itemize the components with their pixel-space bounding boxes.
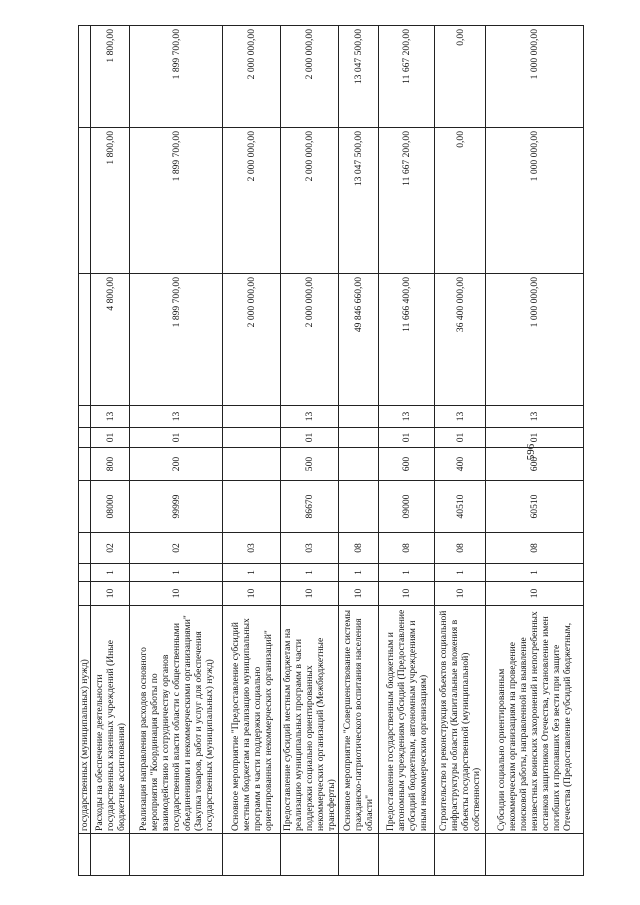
table-row xyxy=(91,26,130,876)
cell-value-3: 2 000 000,00 xyxy=(223,26,281,128)
cell-value-1: 49 846 660,00 xyxy=(339,274,379,406)
cell-value-3: 1 000 000,00 xyxy=(486,26,584,128)
cell-code-2: 1 xyxy=(435,564,486,582)
cell-value-1: 4 800,00 xyxy=(91,274,130,406)
cell-code-7 xyxy=(223,406,281,428)
cell-code-4 xyxy=(223,481,281,533)
budget-table xyxy=(78,25,584,876)
rotated-table-container xyxy=(78,26,580,876)
cell-code-5: 800 xyxy=(91,448,130,481)
cell-name: Реализация направления расходов основного мероприятия "Координация работы по взаимодействию и сотрудничеству органов государственной власти области с общественными объединениями и некоммерческими организациями" (Закупка товаров, работ и услуг для обеспечения государственных (муниципальных) нужд) xyxy=(130,606,223,834)
cell-value-1: 1 899 700,00 xyxy=(130,274,223,406)
cell-code-5: 500 xyxy=(281,448,339,481)
table-row xyxy=(486,26,584,876)
cell-code-1: 10 xyxy=(223,582,281,606)
cell-code-6 xyxy=(223,428,281,448)
cell-code-1: 10 xyxy=(130,582,223,606)
cell-code-5: 400 xyxy=(435,448,486,481)
cell-code-2: 1 xyxy=(223,564,281,582)
cell-code-2: 1 xyxy=(379,564,435,582)
cell-code-7: 13 xyxy=(435,406,486,428)
cell-code-2: 1 xyxy=(91,564,130,582)
cell-value-1: 11 666 400,00 xyxy=(379,274,435,406)
cell-code-4: 60510 xyxy=(486,481,584,533)
cell-code-6: 01 xyxy=(486,428,584,448)
cell-code-2: 1 xyxy=(130,564,223,582)
cell-code-7 xyxy=(339,406,379,428)
cell-value-2: 13 047 500,00 xyxy=(339,128,379,274)
cell-name: Строительство и реконструкция объектов социальной инфраструктуры области (Капитальные вложения в объекты государственной (муниципальной) собственности) xyxy=(435,606,486,834)
cell-code-6: 01 xyxy=(435,428,486,448)
cell-value-3: 11 667 200,00 xyxy=(379,26,435,128)
cell-code-5: 600 xyxy=(379,448,435,481)
cell-code-1: 10 xyxy=(486,582,584,606)
cell-code-4 xyxy=(339,481,379,533)
cell-value-2: 0,00 xyxy=(435,128,486,274)
cell-code-6: 01 xyxy=(281,428,339,448)
cell-value-1: 1 000 000,00 xyxy=(486,274,584,406)
table-row xyxy=(223,26,281,876)
cell-name: Предоставление государственным бюджетным и автономным учреждениям субсидий (Предоставление субсидий бюджетным, автономным учреждениям и иным некоммерческим организациям) xyxy=(379,606,435,834)
cell-value-2: 2 000 000,00 xyxy=(223,128,281,274)
cell-code-3: 03 xyxy=(223,533,281,564)
cell-code-3: 02 xyxy=(130,533,223,564)
cell-code-3: 03 xyxy=(281,533,339,564)
table-row xyxy=(379,26,435,876)
cell-value-3: 13 047 500,00 xyxy=(339,26,379,128)
cell-value-3: 1 800,00 xyxy=(91,26,130,128)
cell-code-1: 10 xyxy=(435,582,486,606)
cell-value-3: 1 899 700,00 xyxy=(130,26,223,128)
cell-code-3: 02 xyxy=(91,533,130,564)
cell-name: Субсидии социально ориентированным некоммерческим организациям на проведение поисковой работы, направленной на выявление неизвестных воинских захоронений и непогребенных останков защитников Отечества, установление имен погибших и пропавших без вести при защите Отечества (Предоставление субсидий бюджетным, xyxy=(486,606,584,834)
table-row xyxy=(435,26,486,876)
cell-code-3: 08 xyxy=(435,533,486,564)
cell-value-1: 36 400 000,00 xyxy=(435,274,486,406)
cell-code-7: 13 xyxy=(91,406,130,428)
table-row xyxy=(339,26,379,876)
cell-code-3: 08 xyxy=(379,533,435,564)
cell-value-2: 2 000 000,00 xyxy=(281,128,339,274)
cell-code-6: 01 xyxy=(91,428,130,448)
cell-code-5: 200 xyxy=(130,448,223,481)
cell-code-6: 01 xyxy=(130,428,223,448)
cell-code-7: 13 xyxy=(130,406,223,428)
page-number: 596 xyxy=(525,443,537,461)
cell-name: Предоставление субсидий местным бюджетам на реализацию муниципальных программ в части поддержки социально ориентированных некоммерческих организаций (Межбюджетные трансферты) xyxy=(281,606,339,834)
cell-name: Основное мероприятие "Совершенствование системы гражданско-патриотического воспитания населения области" xyxy=(339,606,379,834)
cell-code-4: 09000 xyxy=(379,481,435,533)
cell-code-5: 600 xyxy=(486,448,584,481)
cell-value-1: 2 000 000,00 xyxy=(281,274,339,406)
cell-code-6: 01 xyxy=(379,428,435,448)
cell-code-4: 40510 xyxy=(435,481,486,533)
table-row-top xyxy=(79,26,91,876)
table-row xyxy=(281,26,339,876)
cell-code-4: 99999 xyxy=(130,481,223,533)
cell-code-2: 1 xyxy=(339,564,379,582)
cell-value-2: 1 899 700,00 xyxy=(130,128,223,274)
cell-code-1: 10 xyxy=(379,582,435,606)
cell-value-3: 2 000 000,00 xyxy=(281,26,339,128)
cell-code-1: 10 xyxy=(91,582,130,606)
cell-value-3: 0,00 xyxy=(435,26,486,128)
cell-code-3: 08 xyxy=(339,533,379,564)
cell-value-1: 2 000 000,00 xyxy=(223,274,281,406)
cell-code-7: 13 xyxy=(281,406,339,428)
cell-code-7: 13 xyxy=(486,406,584,428)
cell-name: государственных (муниципальных) нужд) xyxy=(79,606,91,834)
cell-code-3: 08 xyxy=(486,533,584,564)
cell-value-2: 1 800,00 xyxy=(91,128,130,274)
cell-code-5 xyxy=(339,448,379,481)
table-row xyxy=(130,26,223,876)
cell-value-2: 1 000 000,00 xyxy=(486,128,584,274)
cell-code-4: 86670 xyxy=(281,481,339,533)
cell-code-5 xyxy=(223,448,281,481)
cell-code-1: 10 xyxy=(281,582,339,606)
cell-code-2: 1 xyxy=(281,564,339,582)
cell-value-2: 11 667 200,00 xyxy=(379,128,435,274)
cell-code-2: 1 xyxy=(486,564,584,582)
cell-name: Расходы на обеспечение деятельности государственных казенных учреждений (Иные бюджетные ассигнования) xyxy=(91,606,130,834)
cell-code-4: 08000 xyxy=(91,481,130,533)
cell-code-6 xyxy=(339,428,379,448)
cell-code-1: 10 xyxy=(339,582,379,606)
cell-name: Основное мероприятие "Предоставление субсидий местным бюджетам на реализацию муниципальных программ в части поддержки социально ориентированных некоммерческих организаций" xyxy=(223,606,281,834)
cell-code-7: 13 xyxy=(379,406,435,428)
